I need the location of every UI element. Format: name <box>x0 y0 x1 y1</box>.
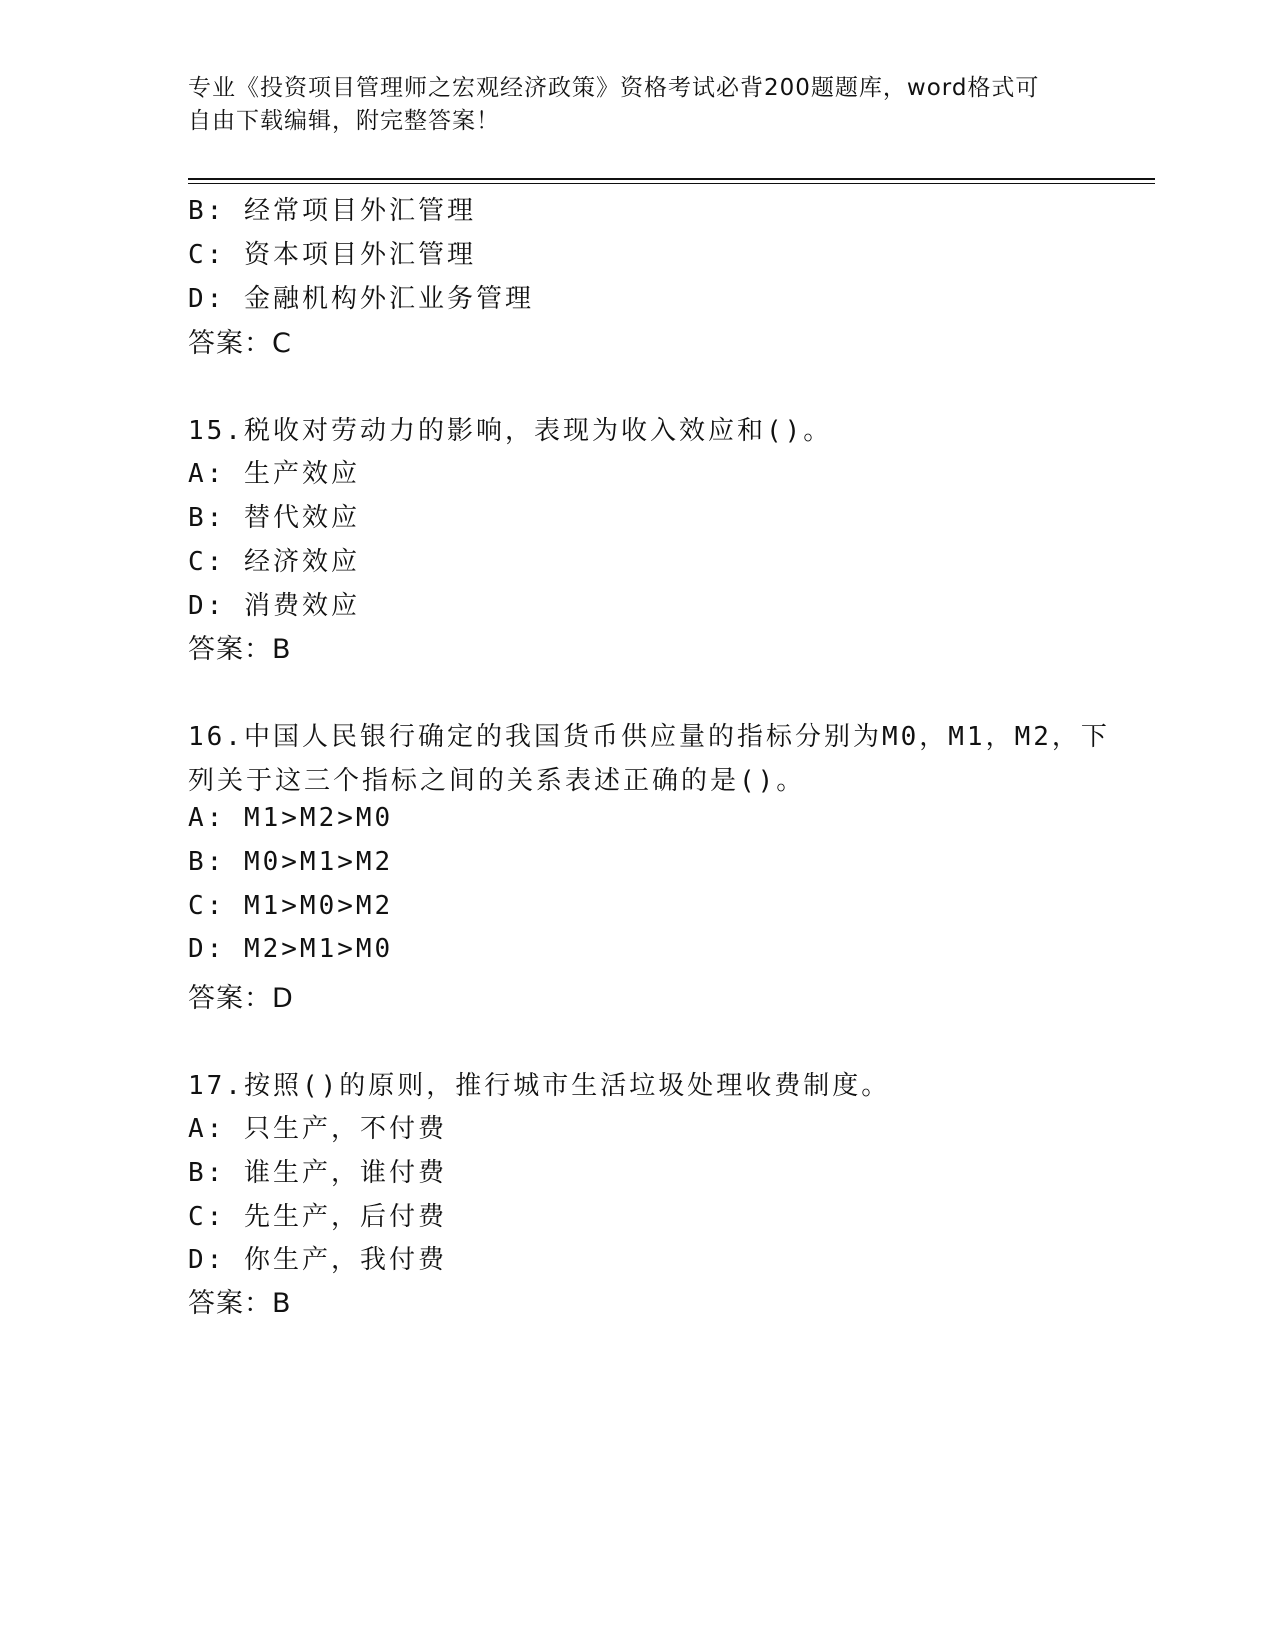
q16-option-c: C: M1>M0>M2 <box>188 891 394 921</box>
q17-option-b: B: 谁生产，谁付费 <box>188 1158 447 1188</box>
q15-answer: 答案：B <box>188 634 292 665</box>
header-divider-thin <box>188 183 1155 184</box>
q16-stem-line-2: 列关于这三个指标之间的关系表述正确的是()。 <box>188 766 806 796</box>
q16-option-b: B: M0>M1>M2 <box>188 847 394 877</box>
q17-stem: 17.按照()的原则，推行城市生活垃圾处理收费制度。 <box>188 1071 891 1101</box>
q17-option-d: D: 你生产，我付费 <box>188 1245 447 1275</box>
header-line-2: 自由下载编辑，附完整答案！ <box>188 108 500 134</box>
q14-answer: 答案：C <box>188 328 292 359</box>
q17-answer: 答案：B <box>188 1288 292 1319</box>
header-divider-thick <box>188 178 1155 180</box>
q16-option-a: A: M1>M2>M0 <box>188 803 394 833</box>
q17-option-c: C: 先生产，后付费 <box>188 1202 447 1232</box>
header-line-1: 专业《投资项目管理师之宏观经济政策》资格考试必背200题题库，word格式可 <box>188 75 1040 101</box>
q15-option-c: C: 经济效应 <box>188 547 360 577</box>
q16-stem-line-1: 16.中国人民银行确定的我国货币供应量的指标分别为M0，M1，M2，下 <box>188 722 1110 752</box>
q15-stem: 15.税收对劳动力的影响，表现为收入效应和()。 <box>188 416 833 446</box>
q15-option-d: D: 消费效应 <box>188 591 360 621</box>
q15-option-a: A: 生产效应 <box>188 459 360 489</box>
q17-option-a: A: 只生产，不付费 <box>188 1114 447 1144</box>
q16-option-d: D: M2>M1>M0 <box>188 934 394 964</box>
q14-option-d: D: 金融机构外汇业务管理 <box>188 284 534 314</box>
q16-answer: 答案：D <box>188 983 294 1014</box>
q15-option-b: B: 替代效应 <box>188 503 360 533</box>
document-header <box>188 72 1068 138</box>
q14-option-c: C: 资本项目外汇管理 <box>188 240 476 270</box>
q14-option-b: B: 经常项目外汇管理 <box>188 196 476 226</box>
